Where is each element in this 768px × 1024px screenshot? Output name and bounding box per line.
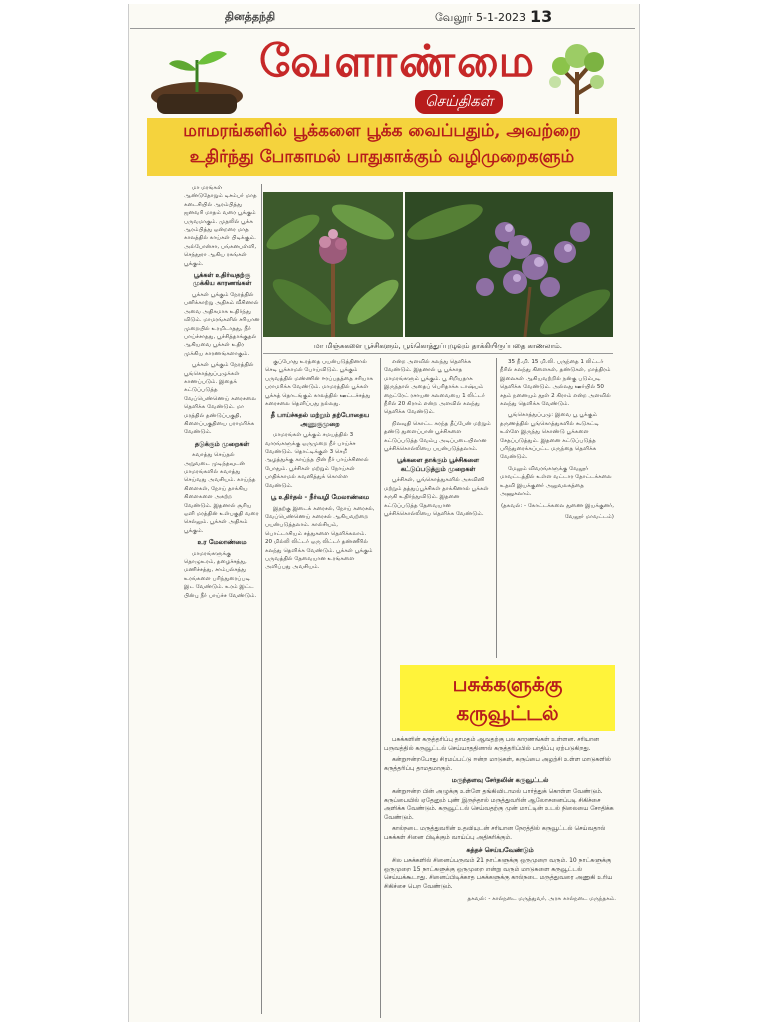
subheading-prevention: தடுக்கும் முறைகள் xyxy=(194,439,250,448)
cattle-article-credit: தகவல்: - கால்நடை மருத்துவர், அரசு கால்நடை மருந்தகம். xyxy=(467,895,616,902)
article-paragraph: பூங்கொத்துப்புழு: இவை பூ பூக்கும் தருணத்தில் பூங்கொத்துகளில் கூடுகட்டி உள்ளே இருந்து கொண்டு பூக்களை சேதப்படுத்தும். இதனை கட்டுப்படுத்த பரிந்துரைக்கப்பட்ட மருந்தை தெளிக்க வேண்டும். xyxy=(500,412,599,461)
subheading-cleaning: சுத்தச் செய்யவேண்டும் xyxy=(466,845,534,854)
tree-icon xyxy=(537,34,617,116)
article-column-2 xyxy=(265,358,375,1018)
column-divider xyxy=(496,358,497,658)
article-paragraph: பூக்கள் பூக்கும் நேரத்தில் பனிக்காற்று அதிகம் வீசினால் அவை அதிகமாக உதிர்ந்து விடும். மாமரங்களில் சரியான முறையில் உரமிடாதது, நீர் பாய்ச்சாதது, பூச்சித்தாக்குதல் ஆகியவை பூக்கள் உதிர முக்கிய காரணங்களாகும். xyxy=(184,291,260,357)
subheading-irrigation: தீ பாய்ச்சுதல் மற்றும் தற்போதைய அணுகுமுறை xyxy=(270,411,370,428)
seedling-hand-icon xyxy=(147,30,247,116)
newspaper-name: தினத்தந்தி xyxy=(225,10,276,23)
article-paragraph: பூச்சிகள், பூங்கொத்துகளில் அசுவினி மற்றும் தத்துப்பூச்சிகள் தாக்கினால் பூக்கள் கருகி உதிர்ந்துவிடும். இதனை கட்டுப்படுத்த தேவையான பூச்சிக்கொல்லியை தெளிக்க வேண்டும். xyxy=(384,477,489,517)
masthead xyxy=(130,6,635,29)
column-divider xyxy=(261,184,262,1014)
article-paragraph: கன்றுஈன்ற பின் அழுக்கு உள்ளே தங்கிவிடாமல் பார்த்துக் கொள்ள வேண்டும். கருப்பையில் ஏதேனும் புண் இருந்தால் மருத்துவரின் ஆலோசனைப்படி சிகிச்சை அளிக்க வேண்டும். கருவூட்டல் செய்வதற்கு முன் மாட்டின் உடல் நிலையை சோதிக்க வேண்டும். xyxy=(384,787,614,821)
subheading-pest-control: பூக்களை தாக்கும் பூச்சிகளை கட்டுப்படுத்தும் முறைகள் xyxy=(396,456,480,473)
mango-flower-photo-right xyxy=(405,192,613,337)
section-banner xyxy=(147,30,617,120)
article-column-1 xyxy=(184,184,260,1014)
subheading-insemination: மருந்தளவு சேர்தலின் கருவூட்டல் xyxy=(451,776,549,785)
article-paragraph: மேலும் விவரங்களுக்கு வேலூர் மாவட்டத்தில் உள்ள வட்டார தோட்டக்கலை உதவி இயக்குனர் அலுவலகத்தை அணுகலாம். xyxy=(500,465,612,498)
subheading-flower-drop: பூ உதிர்தல் - நீர்வழி மேலாண்மை xyxy=(270,493,370,502)
column-divider xyxy=(380,358,381,1018)
article-credit-location: வேலூர் மாவட்டம்) xyxy=(564,513,614,520)
article-paragraph: கால்நடை மருத்துவரின் உதவியுடன் சரியான நேரத்தில் கருவூட்டல் செய்வதால் பசுக்கள் சினை பிடிக்கும் வாய்ப்பு அதிகரிக்கும். xyxy=(384,825,606,841)
cattle-article-headline xyxy=(400,665,615,731)
cattle-headline-line-2: கருவூட்டல் xyxy=(456,701,559,725)
cattle-headline-line-1: பசுக்களுக்கு xyxy=(452,672,563,696)
article-paragraph: சில பசுக்களில் சினைப்பருவம் 21 நாட்களுக்கு ஒருமுறை வரும். 10 நாட்களுக்கு ஒருமுறை 15 நாட்களுக்கு ஒருமுறை என்று வரும் மாடுகளை கருவூட்டல் செய்யக்கூடாது. சினைப்பிடிக்காத பசுக்களுக்கு கால்நடை மருத்துவரை அணுகி உரிய சிகிச்சை பெற வேண்டும். xyxy=(384,857,613,890)
cattle-article-body xyxy=(384,736,616,1018)
article-paragraph: மாமரங்களுக்கு தொழுஉரம், தழைச்சத்து, மணிச்சத்து, சாம்பல்சத்து உரங்களை பரிந்துரைப்படி இட வேண்டும். உரம் இட்ட பின்பு நீர் பாய்ச்ச வேண்டும். xyxy=(184,550,257,599)
article-paragraph: கவாத்து செய்தல் அறுவடை முடிந்தவுடன் மாமரங்களில் கவாத்து செய்வது அவசியம். காய்ந்த கிளைகள், நோய் தாக்கிய கிளைகளை அகற்ற வேண்டும். இதனால் சூரிய ஒளி மரத்தின் உள்பகுதி வரை செல்லும். பூக்கள் அதிகம் பூக்கும். xyxy=(184,452,259,534)
article-intro: மா மரங்கள் ஆண்டுதோறும் டிசம்பர் மாத கடைசியில் ஆரம்பித்து ஜனவரி மாதம் வரை பூக்கும் பருவமாகும். முதலில் பூக்க ஆரம்பித்து ஒன்றரை மாத காலத்தில் காய்கள் பிடிக்கும். அல்போன்சா, பங்கனபள்ளி, செந்தூரா ஆகிய ரகங்கள் பூக்கும். xyxy=(184,185,257,267)
article-paragraph: பசுக்களின் கருத்தரிப்பு தாமதம் ஆவதற்கு பல காரணங்கள் உள்ளன. சரியான பருவத்தில் கருவூட்டல் செய்யாததினால் கருத்தரிப்பில் பாதிப்பு ஏற்படுகிறது. xyxy=(384,736,599,752)
article-paragraph: குப்போது உரத்தை பயன்படுத்தினால் செடி பூக்காமல் போய்விடும். பூக்கும் பருவத்தில் மண்ணின் ஈரப்பதத்தை சரியாக பராமரிக்க வேண்டும். மாமரத்தில் பூக்கள் பூக்கத் தொடங்கும் காலத்தில் ஊட்டச்சத்து கரைசலை தெளிப்பது நல்லது. xyxy=(265,359,374,408)
article-paragraph: நிலவுதி கொட்ட சுரந்த தீப்பேன் மற்றும் தண்டு துளைப்பான் பூச்சிகளை கட்டுப்படுத்த வேம்பு அடிப்படையிலான பூச்சிக்கொல்லியை பயன்படுத்தலாம். xyxy=(384,420,491,453)
article-paragraph: 35 நீ.மி. 15 மி.லி. பருந்தை 1 லிட்டர் நீரில் கலந்து கிளைகள், தண்டுகள், மாத்திரம் இலைகள் ஆகியவற்றில் நன்கு படும்படி தெளிக்க வேண்டும். அல்லது ஊர்யில் 50 சதம் நனையும் தூள் 2 கிராம் என்ற அளவில் கலந்து தெளிக்க வேண்டும். xyxy=(500,359,611,408)
mango-flower-photo-left xyxy=(263,192,403,337)
article-paragraph: பூக்கள் பூக்கும் நேரத்தில் பூங்கொத்துப்புழுக்கள் காணப்படும். இதைக் கட்டுப்படுத்த வேப்பெண்ணெய் கரைசலை தெளிக்க வேண்டும். மா மரத்தில் தண்டுப்பகுதி, கிளைப்பகுதியை பராமரிக்க வேண்டும். xyxy=(184,362,256,436)
article-paragraph: கன்றுஈன்றபோது சிரமப்பட்டு ஈன்ற மாடுகள், கருப்பை அழற்சி உள்ள மாடுகளில் கருத்தரிப்பு தாமதமாகும். xyxy=(384,756,611,772)
subheading-fertilizer: உர மேலாண்மை xyxy=(197,538,247,547)
section-subtitle: செய்திகள் xyxy=(415,90,503,114)
headline-line-2: உதிர்ந்து போகாமல் பாதுகாக்கும் வழிமுறைகளும் xyxy=(189,147,575,167)
subheading-causes: பூக்கள் உதிர்வதற்கு முக்கிய காரணங்கள் xyxy=(192,271,252,288)
headline-line-1: மாமரங்களில் பூக்களை பூக்க வைப்பதும், அவற்றை xyxy=(183,121,581,141)
article-credit: (தகவல்: - கோட்டக்கலை துணை இயக்குனர், xyxy=(500,502,614,509)
article-column-3 xyxy=(384,358,492,658)
article-paragraph: மாமரங்கள் பூக்கும் சமயத்தில் 3 வாரங்களுக்கு ஒருமுறை நீர் பாய்ச்ச வேண்டும். தொட்டிக்குள் 3 செமீ ஆழத்துக்கு காய்ந்த பின் நீர் பாய்ச்சினால் போதும். பூச்சிகள் மற்றும் நோய்கள் பாதிக்காமல் கவனித்துக் கொள்ள வேண்டும். xyxy=(265,432,369,489)
section-title: வேளாண்மை xyxy=(259,36,537,87)
page-number: 13 xyxy=(530,7,553,26)
photo-caption: மா மிஞ்சுகளை பூச்சிகளும், பூங்கொத்துப்புழுவும் தாக்கியிருப்பதை காணலாம். xyxy=(263,339,613,354)
article-paragraph: இதற்கு இடைக் கரைசல், நோய் கரைசல், வேப்பெண்ணெய் கரைசல் ஆகியவற்றை பயன்படுத்தலாம். கால்சியம், பொட்டாசியம் சத்துகளை தெளிக்கலாம். 20 மில்லி லிட்டர் ஒரு லிட்டர் தண்ணீரில் கலந்து தெளிக்க வேண்டும். பூக்கள் பூக்கும் பருவத்தில் தேவையான உரங்களை அளிப்பது அவசியம். xyxy=(265,505,375,571)
edition-date: வேலூர் 5-1-2023 xyxy=(435,11,526,24)
article-paragraph: என்ற அளவில் கலந்து தெளிக்க வேண்டும். இதனால் பூ பூக்காத மாமரங்களும் பூக்கும். பூ சிறியதாக இருந்தால் அதைப் பெரிதாக்க டாஷ்யம் நைட்ரேட் ரசாயன கலவையை 1 லிட்டர் நீரில் 20 கிராம் என்ற அளவில் கலந்து தெளிக்க வேண்டும். xyxy=(384,359,485,416)
article-column-4 xyxy=(500,358,614,658)
article-headline xyxy=(147,118,617,176)
